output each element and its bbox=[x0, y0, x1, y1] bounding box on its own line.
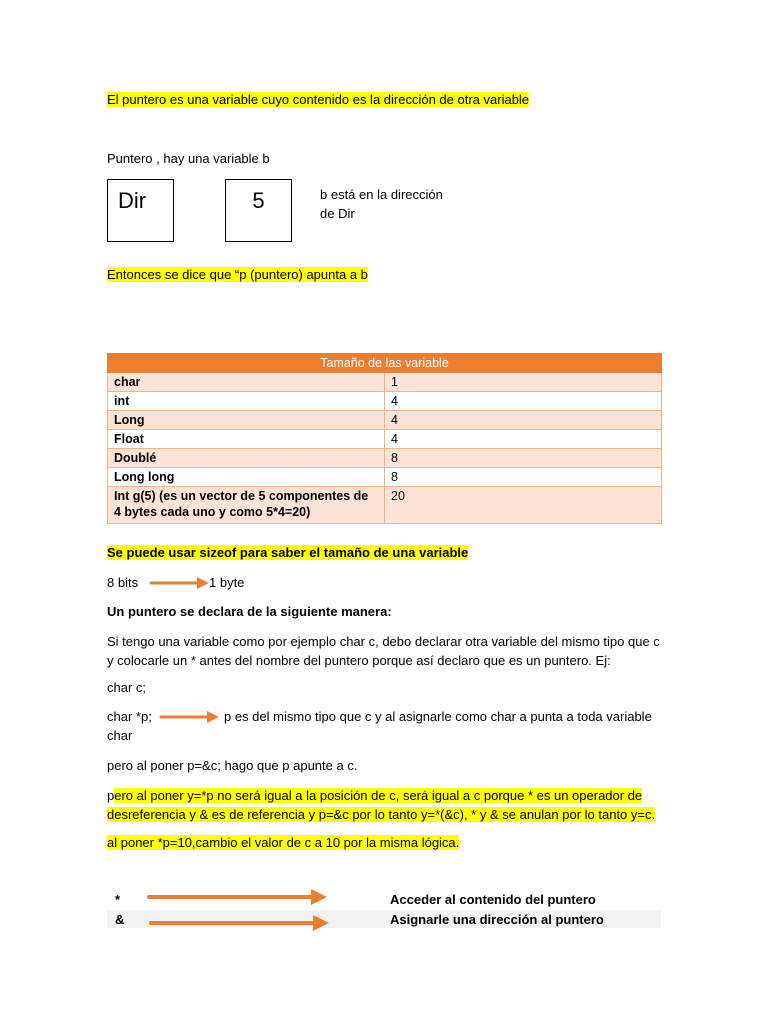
arrow-right-icon bbox=[159, 710, 221, 724]
char-p-note-cont: char bbox=[107, 728, 133, 743]
operator-row-ref bbox=[107, 910, 661, 928]
operator-meaning: Acceder al contenido del puntero bbox=[390, 892, 596, 907]
table-row: Long long 8 bbox=[108, 468, 662, 487]
operator-symbol: * bbox=[115, 892, 121, 907]
value-label: 5 bbox=[252, 188, 265, 213]
arrow-right-icon bbox=[149, 576, 211, 590]
char-p-line: char *p; bbox=[107, 709, 152, 724]
table-row: Doublé 8 bbox=[108, 449, 662, 468]
arrow-right-icon bbox=[149, 914, 331, 932]
sizes-table bbox=[107, 353, 662, 524]
bits-right: 1 byte bbox=[209, 575, 245, 590]
value-box bbox=[225, 179, 292, 242]
puntero-line: Puntero , hay una variable b bbox=[107, 151, 270, 166]
dir-box bbox=[107, 179, 174, 242]
al-poner-text: al poner *p=10,cambio el valor de c a 10 por la misma lógica. bbox=[107, 835, 460, 850]
table-header: Tamaño de las variable bbox=[108, 354, 662, 373]
arrow-right-icon bbox=[147, 888, 329, 906]
declare-paragraph: Si tengo una variable como por ejemplo char c, debo declarar otra variable del mismo tipo que c y colocarle un * antes del nombre del puntero porque así declaro que es un puntero. Ej: bbox=[107, 634, 660, 668]
operator-meaning: Asignarle una dirección al puntero bbox=[390, 912, 604, 927]
intro-text: El puntero es una variable cuyo contenido es la dirección de otra variable bbox=[107, 92, 530, 107]
dir-label: Dir bbox=[118, 188, 147, 213]
pero-line: pero al poner p=&c; hago que p apunte a c. bbox=[107, 758, 358, 773]
table-row: Long 4 bbox=[108, 411, 662, 430]
operator-symbol: & bbox=[115, 912, 125, 927]
box-note: b está en la dirección de Dir bbox=[320, 187, 443, 221]
bits-left: 8 bits bbox=[107, 575, 139, 590]
table-row: Int g(5) (es un vector de 5 componentes de 4 bytes cada uno y como 5*4=20) 20 bbox=[108, 487, 662, 524]
operator-row-deref bbox=[107, 891, 661, 909]
desreferencia-paragraph: pero al poner y=*p no será igual a la posición de c, será igual a c porque * es un operador de desreferencia y & es de referencia y p=&c por lo tanto y=*(&c), * y & se anulan por lo tanto y=c. bbox=[107, 788, 656, 822]
table-row: char 1 bbox=[108, 373, 662, 392]
table-row: int 4 bbox=[108, 392, 662, 411]
apunta-text: Entonces se dice que “p (puntero) apunta a b bbox=[107, 267, 368, 282]
sizeof-text: Se puede usar sizeof para saber el tamaño de una variable bbox=[107, 545, 469, 560]
table-row: Float 4 bbox=[108, 430, 662, 449]
char-c-line: char c; bbox=[107, 680, 147, 695]
char-p-note: p es del mismo tipo que c y al asignarle como char a punta a toda variable bbox=[224, 709, 652, 724]
declare-heading: Un puntero se declara de la siguiente manera: bbox=[107, 604, 392, 619]
